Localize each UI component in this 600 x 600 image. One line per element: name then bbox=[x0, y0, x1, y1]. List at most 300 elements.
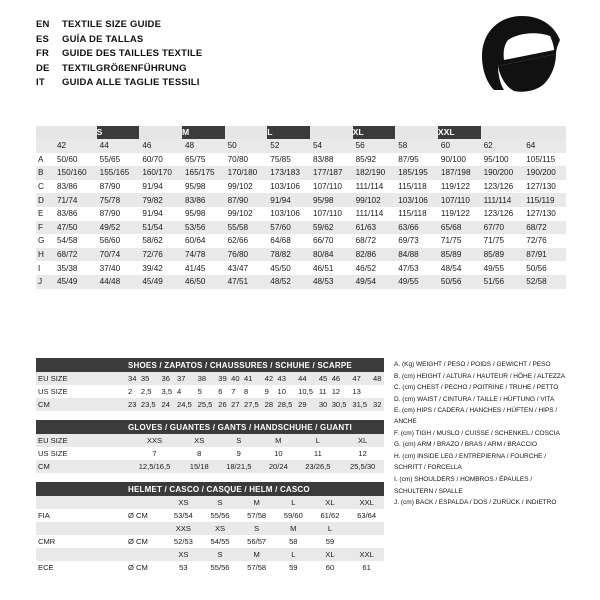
table-cell: 18/21,5 bbox=[215, 460, 260, 473]
row-label bbox=[36, 548, 126, 561]
number-header-cell: 52 bbox=[270, 141, 280, 151]
table-cell: 82/86 bbox=[355, 250, 377, 260]
table-cell: 64/68 bbox=[270, 236, 291, 246]
table-cell: 41/45 bbox=[184, 263, 206, 273]
table-row bbox=[36, 509, 384, 522]
table-cell: 60/64 bbox=[184, 236, 206, 246]
lower-left-column bbox=[36, 358, 384, 583]
table-cell: 103/106 bbox=[398, 195, 428, 205]
table-cell: 72/76 bbox=[526, 236, 547, 246]
table-row bbox=[36, 221, 566, 235]
title-row bbox=[36, 47, 202, 62]
table-cell: 68/72 bbox=[57, 250, 78, 260]
table-cell: 8 bbox=[242, 385, 263, 398]
table-cell: 11 bbox=[295, 447, 340, 460]
table-cell: 71/75 bbox=[483, 236, 505, 246]
table-cell: 111/114 bbox=[355, 182, 384, 192]
table-cell: 95/98 bbox=[184, 182, 206, 192]
table-cell: 37 bbox=[175, 372, 196, 385]
table-cell: 58 bbox=[274, 535, 311, 548]
row-label: EU SIZE bbox=[36, 372, 126, 385]
table-cell: 27 bbox=[229, 398, 242, 411]
row-label: I bbox=[38, 263, 41, 273]
table-cell: 59/62 bbox=[312, 222, 334, 232]
table-cell: 61/62 bbox=[311, 509, 348, 522]
number-header-cell: 62 bbox=[483, 141, 493, 151]
table-cell: 127/130 bbox=[526, 182, 556, 192]
table-cell: 25,5 bbox=[196, 398, 217, 411]
table-cell: 87/91 bbox=[526, 250, 547, 260]
table-cell: 70/80 bbox=[227, 154, 249, 164]
row-label: FIA bbox=[36, 509, 126, 522]
table-cell: 10 bbox=[260, 447, 294, 460]
title-lang-de: DE bbox=[36, 62, 50, 74]
table-cell: 91/94 bbox=[270, 195, 291, 205]
number-header-cell: 42 bbox=[57, 141, 67, 151]
table-cell: 46/52 bbox=[355, 263, 377, 273]
table-cell: L bbox=[274, 496, 311, 509]
table-cell: 55/65 bbox=[99, 154, 121, 164]
table-cell: 62/66 bbox=[227, 236, 249, 246]
table-cell: 5 bbox=[196, 385, 217, 398]
table-cell: 45/50 bbox=[270, 263, 291, 273]
table-cell: 38 bbox=[196, 372, 217, 385]
table-cell: 59/60 bbox=[274, 509, 311, 522]
table-cell: 61 bbox=[347, 561, 384, 574]
title-row bbox=[36, 33, 202, 48]
table-row bbox=[36, 460, 384, 473]
table-cell: XL bbox=[311, 548, 348, 561]
table-cell: XXS bbox=[164, 522, 201, 535]
legend-item: C. (cm) CHEST / PECHO / POITRINE / TRUHE / PETTO bbox=[394, 384, 559, 392]
gloves-table bbox=[36, 434, 384, 473]
table-cell: 46 bbox=[330, 372, 351, 385]
table-cell: 50/56 bbox=[440, 277, 462, 287]
table-cell: 46/51 bbox=[312, 263, 334, 273]
table-cell: 25,5/30 bbox=[339, 460, 384, 473]
letter-header-cell bbox=[481, 126, 524, 139]
table-cell: 115/118 bbox=[398, 209, 427, 219]
table-cell: 83/86 bbox=[57, 182, 78, 192]
table-cell: 66/70 bbox=[312, 236, 334, 246]
table-row bbox=[36, 385, 384, 398]
main-table-letter-header-row bbox=[36, 126, 566, 139]
legend-item: D. (cm) WAIST / CINTURA / TAILLE / HÜFTUNG / VITA bbox=[394, 395, 555, 403]
legend-item: G. (cm) ARM / BRAZO / BRAS / ARM / BRACCIO bbox=[394, 441, 538, 449]
title-text-de: TEXTILGRÖßENFÜHRUNG bbox=[62, 62, 187, 74]
table-cell: 27,5 bbox=[242, 398, 263, 411]
table-cell: 58/62 bbox=[142, 236, 163, 246]
table-cell: 71/75 bbox=[440, 236, 462, 246]
gloves-section-title: GLOVES / GUANTES / GANTS / HANDSCHUHE / GUANTI bbox=[36, 420, 384, 434]
table-cell: 46/50 bbox=[184, 277, 206, 287]
table-cell: 20/24 bbox=[260, 460, 294, 473]
number-header-cell: 54 bbox=[312, 141, 323, 151]
title-block bbox=[36, 18, 202, 91]
table-cell: M bbox=[237, 548, 274, 561]
table-cell: 71/74 bbox=[57, 195, 78, 205]
table-cell: 28 bbox=[263, 398, 276, 411]
number-header-cell: 50 bbox=[227, 141, 237, 151]
number-header-cell: 58 bbox=[398, 141, 408, 151]
table-cell: XXL bbox=[347, 548, 384, 561]
table-cell: 190/200 bbox=[526, 168, 556, 178]
table-cell: 23 bbox=[126, 398, 139, 411]
table-cell: 187/198 bbox=[440, 168, 471, 178]
table-cell: 50/60 bbox=[57, 154, 78, 164]
table-cell: 48 bbox=[371, 372, 384, 385]
table-cell: 56/60 bbox=[99, 236, 121, 246]
table-row bbox=[36, 275, 566, 289]
table-cell: 28,5 bbox=[276, 398, 297, 411]
table-cell: M bbox=[260, 434, 294, 447]
row-unit: Ø CM bbox=[126, 509, 164, 522]
table-cell: 107/110 bbox=[312, 209, 342, 219]
table-cell: 111/114 bbox=[355, 209, 384, 219]
table-cell: 70/74 bbox=[99, 250, 121, 260]
row-label bbox=[36, 522, 126, 535]
table-cell: 35/38 bbox=[57, 263, 78, 273]
letter-header-cell bbox=[310, 126, 353, 139]
table-cell: 182/190 bbox=[355, 168, 386, 178]
table-cell: 83/86 bbox=[57, 209, 78, 219]
table-cell: 32 bbox=[371, 398, 384, 411]
table-cell: 35 bbox=[139, 372, 160, 385]
table-cell: 13 bbox=[350, 385, 371, 398]
table-cell: 61/63 bbox=[355, 222, 377, 232]
table-cell: 49/55 bbox=[483, 263, 505, 273]
title-lang-it: IT bbox=[36, 77, 45, 89]
table-cell: 123/126 bbox=[483, 209, 514, 219]
table-cell: 85/89 bbox=[483, 250, 505, 260]
table-cell: 107/110 bbox=[440, 195, 470, 205]
table-row bbox=[36, 153, 566, 167]
row-unit bbox=[126, 522, 164, 535]
table-cell: M bbox=[237, 496, 274, 509]
table-cell: 24,5 bbox=[175, 398, 196, 411]
table-cell: 68/72 bbox=[355, 236, 377, 246]
table-cell: 95/98 bbox=[184, 209, 206, 219]
table-cell: 60 bbox=[311, 561, 348, 574]
table-row bbox=[36, 234, 566, 248]
row-unit bbox=[126, 548, 164, 561]
table-row bbox=[36, 261, 566, 275]
legend-item: H. (cm) INSIDE LEG / ENTREPIERNA / FOURCHE / bbox=[394, 452, 547, 460]
table-cell: 59 bbox=[311, 535, 348, 548]
table-cell: 165/175 bbox=[184, 168, 215, 178]
table-cell: 15/18 bbox=[181, 460, 215, 473]
table-cell: 23,5 bbox=[139, 398, 160, 411]
table-row bbox=[36, 180, 566, 194]
header-corner bbox=[36, 126, 54, 139]
table-row bbox=[36, 535, 384, 548]
number-header-cell: 48 bbox=[184, 141, 195, 151]
table-row bbox=[36, 447, 384, 460]
table-cell: 67/70 bbox=[483, 222, 505, 232]
table-cell: 48/53 bbox=[312, 277, 334, 287]
table-cell: 99/102 bbox=[227, 182, 253, 192]
table-cell: 9 bbox=[215, 447, 260, 460]
table-cell: 45 bbox=[317, 372, 330, 385]
title-row bbox=[36, 18, 202, 33]
lower-area bbox=[36, 358, 566, 583]
title-text-fr: GUIDE DES TAILLES TEXTILE bbox=[62, 48, 203, 60]
table-cell: 48/54 bbox=[440, 263, 462, 273]
number-header-corner bbox=[36, 139, 54, 153]
row-label: A bbox=[38, 154, 44, 164]
table-cell: 95/100 bbox=[483, 154, 509, 164]
letter-header-cell-xxl: XXL bbox=[438, 126, 481, 139]
title-text-it: GUIDA ALLE TAGLIE TESSILI bbox=[62, 77, 200, 89]
table-cell: 49/55 bbox=[398, 277, 419, 287]
table-cell: 49/52 bbox=[99, 222, 121, 232]
table-cell: 79/82 bbox=[142, 195, 163, 205]
table-cell: 91/94 bbox=[142, 209, 163, 219]
table-cell: 44 bbox=[296, 372, 317, 385]
letter-header-cell bbox=[395, 126, 438, 139]
table-cell: L bbox=[311, 522, 348, 535]
table-cell: 34 bbox=[126, 372, 139, 385]
title-row bbox=[36, 62, 202, 77]
table-cell: 43/47 bbox=[227, 263, 249, 273]
table-cell: 68/72 bbox=[526, 222, 547, 232]
table-cell: 103/106 bbox=[270, 209, 300, 219]
table-cell: 80/84 bbox=[312, 250, 334, 260]
table-cell: 56/57 bbox=[237, 535, 274, 548]
table-cell: 12 bbox=[339, 447, 384, 460]
table-cell: XXS bbox=[126, 434, 181, 447]
table-cell: 52/58 bbox=[526, 277, 547, 287]
table-cell: 85/89 bbox=[440, 250, 462, 260]
table-cell: 37/40 bbox=[99, 263, 121, 273]
row-label: CM bbox=[36, 460, 126, 473]
table-cell: 40 bbox=[229, 372, 242, 385]
letter-header-cell bbox=[54, 126, 97, 139]
table-row bbox=[36, 372, 384, 385]
main-size-table bbox=[36, 126, 566, 289]
table-cell: 6 bbox=[216, 385, 229, 398]
table-cell: 45/49 bbox=[57, 277, 78, 287]
table-cell: 87/95 bbox=[398, 154, 419, 164]
shoes-section-title: SHOES / ZAPATOS / CHAUSSURES / SCHUHE / SCARPE bbox=[36, 358, 384, 372]
legend-item: A. (Kg) WEIGHT / PESO / POIDS / GEWICHT / PESO bbox=[394, 361, 551, 368]
table-row bbox=[36, 561, 384, 574]
table-cell: 90/100 bbox=[440, 154, 466, 164]
gloves-section bbox=[36, 420, 384, 473]
letter-header-cell-xl: XL bbox=[353, 126, 396, 139]
table-cell: 47/51 bbox=[227, 277, 249, 287]
main-table-number-header-row bbox=[36, 139, 566, 153]
table-cell: 75/85 bbox=[270, 154, 291, 164]
helmet-section-title: HELMET / CASCO / CASQUE / HELM / CASCO bbox=[36, 482, 384, 496]
table-cell: 51/56 bbox=[483, 277, 505, 287]
letter-header-cell-s: S bbox=[97, 126, 140, 139]
title-lang-es: ES bbox=[36, 33, 50, 45]
table-cell: 83/86 bbox=[184, 195, 206, 205]
table-cell: 42 bbox=[263, 372, 276, 385]
legend-item: F. (cm) TIGH / MUSLO / CUISSE / SCHENKEL / COSCIA bbox=[394, 429, 560, 437]
title-lang-fr: FR bbox=[36, 48, 50, 60]
table-cell: L bbox=[295, 434, 340, 447]
row-label bbox=[36, 496, 126, 509]
table-row bbox=[36, 398, 384, 411]
title-text-es: GUÍA DE TALLAS bbox=[62, 33, 144, 45]
row-unit bbox=[126, 496, 164, 509]
table-cell: 50/56 bbox=[526, 263, 547, 273]
letter-header-cell bbox=[523, 126, 566, 139]
legend-item: E. (cm) HIPS / CADERA / HANCHES / HÜFTEN / HIPS / ANCHE bbox=[394, 407, 558, 425]
table-cell: 9 bbox=[263, 385, 276, 398]
table-cell: 48/52 bbox=[270, 277, 291, 287]
table-cell: 119/122 bbox=[440, 182, 470, 192]
table-cell: 54/58 bbox=[57, 236, 78, 246]
table-cell: 12,5/16,5 bbox=[126, 460, 181, 473]
table-cell: M bbox=[274, 522, 311, 535]
table-cell: XS bbox=[181, 434, 215, 447]
shoes-table bbox=[36, 372, 384, 411]
title-lang-en: EN bbox=[36, 19, 50, 30]
table-cell: S bbox=[237, 522, 274, 535]
table-cell: 119/122 bbox=[440, 209, 470, 219]
table-cell: XL bbox=[339, 434, 384, 447]
table-cell: 155/165 bbox=[99, 168, 130, 178]
table-cell: 41 bbox=[242, 372, 263, 385]
number-header-cell: 46 bbox=[142, 141, 152, 151]
table-cell: 45/49 bbox=[142, 277, 163, 287]
table-cell: 65/75 bbox=[184, 154, 206, 164]
table-cell: L bbox=[274, 548, 311, 561]
table-cell: 84/88 bbox=[398, 250, 419, 260]
row-label: E bbox=[38, 209, 44, 219]
table-cell: 63/64 bbox=[347, 509, 384, 522]
table-cell: 26 bbox=[216, 398, 229, 411]
table-cell: 59 bbox=[274, 561, 311, 574]
table-cell: 52/53 bbox=[164, 535, 201, 548]
table-cell: XS bbox=[164, 548, 201, 561]
table-cell: 12 bbox=[330, 385, 351, 398]
legend-item: J. (cm) BACK / ESPALDA / DOS / ZURÜCK / INDIETRO bbox=[394, 499, 557, 507]
table-cell: 75/78 bbox=[99, 195, 121, 205]
row-unit: Ø CM bbox=[126, 561, 164, 574]
table-cell: XXL bbox=[347, 496, 384, 509]
table-cell: 65/68 bbox=[440, 222, 462, 232]
helmet-section bbox=[36, 482, 384, 574]
row-label: US SIZE bbox=[36, 447, 126, 460]
table-row bbox=[36, 193, 566, 207]
table-cell: 69/73 bbox=[398, 236, 419, 246]
row-label: C bbox=[38, 182, 44, 192]
measurement-legend bbox=[394, 358, 566, 583]
table-cell: 36 bbox=[160, 372, 175, 385]
table-cell: 30 bbox=[317, 398, 330, 411]
row-unit: Ø CM bbox=[126, 535, 164, 548]
table-cell: 107/110 bbox=[312, 182, 342, 192]
table-cell: 95/98 bbox=[312, 195, 334, 205]
title-row bbox=[36, 76, 202, 91]
table-row bbox=[36, 248, 566, 262]
table-cell: 185/195 bbox=[398, 168, 428, 178]
table-cell: 87/90 bbox=[99, 182, 121, 192]
row-label: US SIZE bbox=[36, 385, 126, 398]
table-cell: 57/60 bbox=[270, 222, 291, 232]
table-cell: XL bbox=[311, 496, 348, 509]
table-row bbox=[36, 207, 566, 221]
letter-header-cell bbox=[225, 126, 268, 139]
table-cell: 91/94 bbox=[142, 182, 163, 192]
table-cell: 7 bbox=[229, 385, 242, 398]
table-cell: 53/54 bbox=[164, 509, 201, 522]
table-cell: 47 bbox=[350, 372, 371, 385]
table-cell: 74/78 bbox=[184, 250, 206, 260]
table-cell: 43 bbox=[276, 372, 297, 385]
table-row bbox=[36, 522, 384, 535]
table-cell: XS bbox=[201, 522, 238, 535]
table-cell: 54/55 bbox=[201, 535, 238, 548]
table-cell: 78/82 bbox=[270, 250, 291, 260]
table-row bbox=[36, 548, 384, 561]
table-cell: 11 bbox=[317, 385, 330, 398]
table-cell: 39 bbox=[216, 372, 229, 385]
row-label: G bbox=[38, 236, 45, 246]
table-cell: 83/88 bbox=[312, 154, 334, 164]
table-cell: 23/26,5 bbox=[295, 460, 340, 473]
table-cell: 87/90 bbox=[227, 195, 249, 205]
table-cell: 57/58 bbox=[237, 561, 274, 574]
letter-header-cell-l: L bbox=[267, 126, 310, 139]
table-cell: 10,5 bbox=[296, 385, 317, 398]
row-label: CM bbox=[36, 398, 126, 411]
row-label: F bbox=[38, 222, 44, 232]
table-cell: 24 bbox=[160, 398, 175, 411]
table-cell: 99/102 bbox=[227, 209, 253, 219]
table-cell: 127/130 bbox=[526, 209, 556, 219]
table-cell: 99/102 bbox=[355, 195, 381, 205]
table-cell: 10 bbox=[276, 385, 297, 398]
shoes-section bbox=[36, 358, 384, 411]
table-cell bbox=[347, 522, 384, 535]
table-cell: 8 bbox=[181, 447, 215, 460]
table-cell: 160/170 bbox=[142, 168, 172, 178]
table-cell: 103/106 bbox=[270, 182, 300, 192]
table-cell: 4 bbox=[175, 385, 196, 398]
legend-item: I. (cm) SHOULDERS / HOMBROS / ÉPAULES / bbox=[394, 475, 533, 483]
number-header-cell: 60 bbox=[440, 141, 451, 151]
table-cell: S bbox=[215, 434, 260, 447]
row-label: CMR bbox=[36, 535, 126, 548]
row-label: D bbox=[38, 195, 44, 205]
table-cell: 87/90 bbox=[99, 209, 121, 219]
row-label: H bbox=[38, 250, 44, 260]
table-cell: 53 bbox=[164, 561, 201, 574]
row-label: J bbox=[38, 277, 43, 287]
legend-item: B. (cm) HEIGHT / ALTURA / HAUTEUR / HÖHE / ALTEZZA bbox=[394, 372, 566, 380]
table-cell: 29 bbox=[296, 398, 317, 411]
number-header-cell: 56 bbox=[355, 141, 365, 151]
table-cell: 47/50 bbox=[57, 222, 78, 232]
table-cell: 55/56 bbox=[201, 509, 238, 522]
table-cell: 7 bbox=[126, 447, 181, 460]
number-header-cell: 44 bbox=[99, 141, 109, 151]
table-cell: 49/54 bbox=[355, 277, 377, 287]
table-cell: S bbox=[201, 496, 238, 509]
table-cell: 31,5 bbox=[350, 398, 371, 411]
table-cell: 3,5 bbox=[160, 385, 175, 398]
table-cell: 173/183 bbox=[270, 168, 300, 178]
row-label: B bbox=[38, 168, 44, 178]
table-cell: 2 bbox=[126, 385, 139, 398]
table-row bbox=[36, 166, 566, 180]
table-cell: 105/115 bbox=[526, 154, 556, 164]
